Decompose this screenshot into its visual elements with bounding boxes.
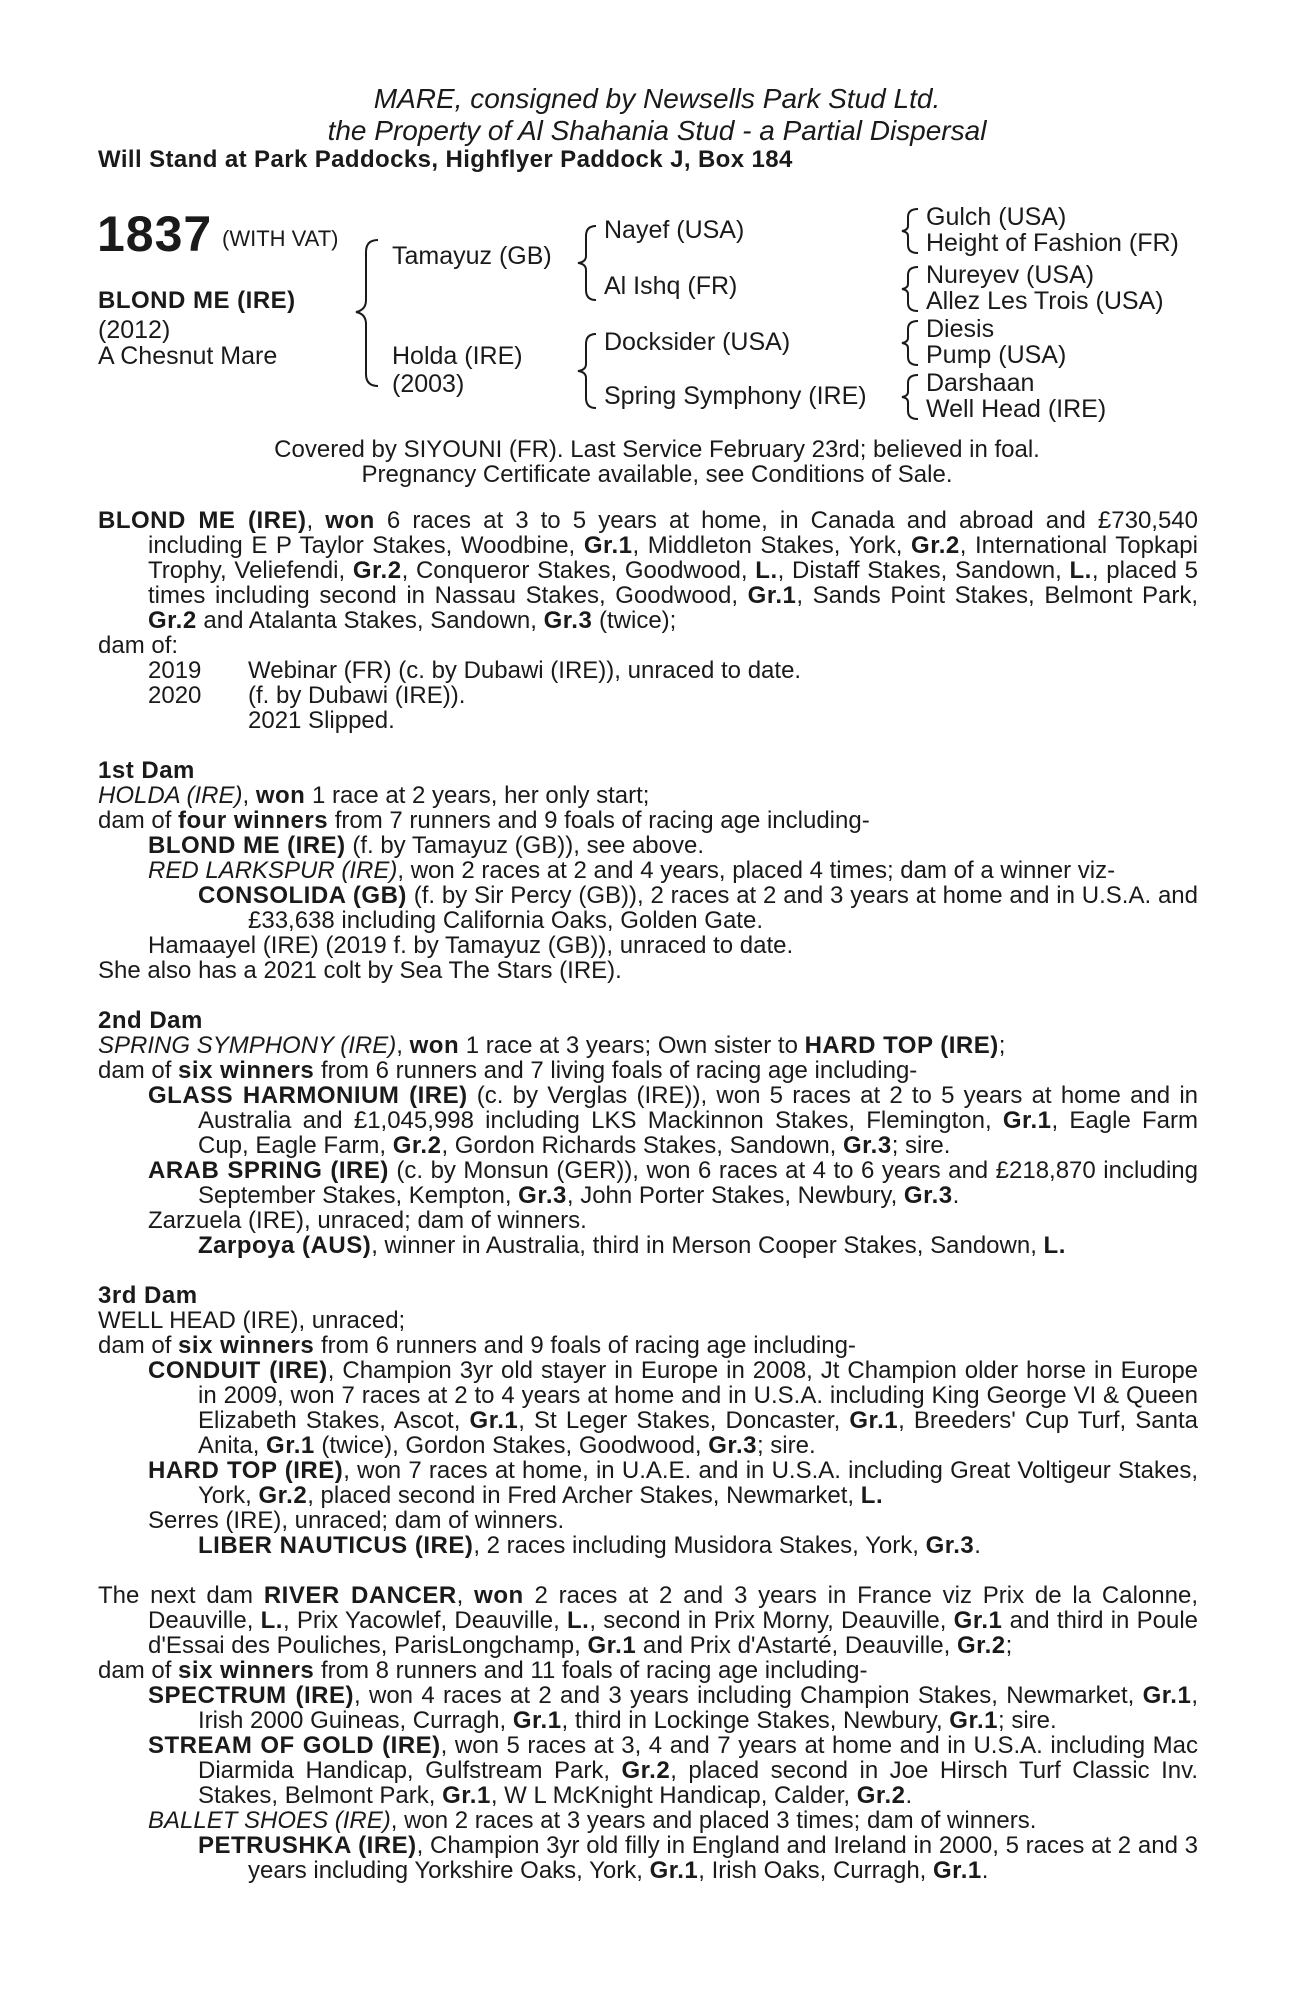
third-dam-line: WELL HEAD (IRE), unraced; bbox=[98, 1307, 406, 1334]
produce-row: 2021 Slipped. bbox=[248, 707, 395, 734]
bold-run: Gr.3 bbox=[925, 1532, 975, 1559]
pedigree-sire-dam: Al Ishq (FR) bbox=[604, 272, 738, 300]
dam-of-label: dam of: bbox=[98, 632, 179, 659]
produce-row: 2020 (f. by Dubawi (IRE)). bbox=[148, 682, 466, 709]
bold-run: Gr.3 bbox=[708, 1432, 757, 1459]
covered-line-2: Pregnancy Certificate available, see Conditions of Sale. bbox=[361, 461, 953, 488]
header-line-3: Will Stand at Park Paddocks, Highflyer Paddock J, Box 184 bbox=[98, 146, 793, 173]
bold-run: six winners bbox=[178, 1057, 315, 1084]
bold-run: Gr.1 bbox=[953, 1607, 1003, 1634]
pedigree-g7: Darshaan bbox=[926, 369, 1035, 397]
next-dam-line: SPECTRUM (IRE), won 4 races at 2 and 3 years including Champion Stakes, Newmarket, Gr.1, Irish 2000 Guineas, Curragh, Gr.1, third in Lockinge Stakes, Newbury, Gr.1; sire. bbox=[148, 1682, 1198, 1734]
bold-run: Gr.1 bbox=[512, 1707, 562, 1734]
third-dam-line: HARD TOP (IRE), won 7 races at home, in U.A.E. and in U.S.A. including Great Voltigeur Stakes, York, Gr.2, placed second in Fred Archer Stakes, Newmarket, L. bbox=[148, 1457, 1199, 1509]
bold-run: Gr.1 bbox=[587, 1632, 637, 1659]
bold-run: Gr.2 bbox=[856, 1782, 906, 1809]
bold-run: won bbox=[409, 1032, 460, 1059]
bold-run: Gr.1 bbox=[933, 1857, 982, 1884]
bold-run: BLOND ME (IRE) bbox=[98, 507, 307, 534]
bold-run: BLOND ME (IRE) bbox=[148, 832, 346, 859]
bold-run: Gr.2 bbox=[392, 1132, 442, 1159]
pedigree-dam-sire: Docksider (USA) bbox=[604, 328, 791, 356]
bold-run: won bbox=[474, 1582, 524, 1609]
bold-run: six winners bbox=[178, 1332, 315, 1359]
catalogue-body bbox=[98, 508, 1198, 1883]
bold-run: L. bbox=[1043, 1232, 1066, 1259]
second-dam-line: dam of six winners from 6 runners and 7 living foals of racing age including- bbox=[98, 1057, 918, 1084]
third-dam-line: CONDUIT (IRE), Champion 3yr old stayer in Europe in 2008, Jt Champion older horse in Europe in 2009, won 7 races at 2 to 4 years at home and in U.S.A. including King George VI & Queen Elizabeth Stakes, Ascot, Gr.1, St Leger Stakes, Doncaster, Gr.1, Breeders' Cup Turf, Santa Anita, Gr.1 (twice), Gordon Stakes, Goodwood, Gr.3; sire. bbox=[148, 1357, 1199, 1459]
bold-run: PETRUSHKA (IRE) bbox=[198, 1832, 417, 1859]
next-dam-line: PETRUSHKA (IRE), Champion 3yr old filly in England and Ireland in 2000, 5 races at 2 and 3 years including Yorkshire Oaks, York, Gr.1, Irish Oaks, Curragh, Gr.1. bbox=[198, 1832, 1198, 1884]
bold-run: Gr.1 bbox=[1142, 1682, 1192, 1709]
bold-run: Gr.1 bbox=[583, 532, 633, 559]
second-dam-line: Zarzuela (IRE), unraced; dam of winners. bbox=[148, 1207, 587, 1234]
bold-run: Gr.1 bbox=[849, 1407, 899, 1434]
bold-run: Gr.2 bbox=[956, 1632, 1006, 1659]
produce-list bbox=[98, 658, 1198, 733]
first-dam-line: Hamaayel (IRE) (2019 f. by Tamayuz (GB)), unraced to date. bbox=[148, 932, 794, 959]
second-dam-line: SPRING SYMPHONY (IRE), won 1 race at 3 years; Own sister to HARD TOP (IRE); bbox=[98, 1032, 1006, 1059]
bold-run: Gr.1 bbox=[1002, 1107, 1052, 1134]
second-dam-line: Zarpoya (AUS), winner in Australia, third in Merson Cooper Stakes, Sandown, L. bbox=[198, 1232, 1066, 1259]
header-line-2: the Property of Al Shahania Stud - a Partial Dispersal bbox=[327, 115, 987, 146]
horse-description: A Chesnut Mare bbox=[98, 342, 278, 370]
pedigree-g1: Gulch (USA) bbox=[926, 203, 1067, 231]
horse-year: (2012) bbox=[98, 316, 171, 344]
first-dam-line: dam of four winners from 7 runners and 9 foals of racing age including- bbox=[98, 807, 870, 834]
next-dam-line: BALLET SHOES (IRE), won 2 races at 3 years and placed 3 times; dam of winners. bbox=[148, 1807, 1037, 1834]
pedigree-braces bbox=[0, 0, 1314, 420]
bold-run: six winners bbox=[178, 1657, 315, 1684]
bold-run: Gr.2 bbox=[352, 557, 402, 584]
second-dam-title: 2nd Dam bbox=[98, 1007, 203, 1034]
first-dam-line: She also has a 2021 colt by Sea The Stars (IRE). bbox=[98, 957, 622, 984]
bold-run: Gr.3 bbox=[903, 1182, 953, 1209]
bold-run: Gr.1 bbox=[949, 1707, 998, 1734]
italic-run: SPRING SYMPHONY (IRE) bbox=[98, 1032, 397, 1059]
bold-run: Gr.1 bbox=[442, 1782, 491, 1809]
pedigree-dam: Holda (IRE) bbox=[392, 342, 523, 370]
bold-run: CONSOLIDA (GB) bbox=[198, 882, 407, 909]
bold-run: ARAB SPRING (IRE) bbox=[148, 1157, 389, 1184]
header-line-1: MARE, consigned by Newsells Park Stud Ltd. bbox=[373, 83, 941, 114]
bold-run: won bbox=[255, 782, 306, 809]
bold-run: L. bbox=[260, 1607, 283, 1634]
pedigree-sire: Tamayuz (GB) bbox=[392, 242, 552, 270]
pedigree-sire-sire: Nayef (USA) bbox=[604, 216, 745, 244]
pedigree-g3: Nureyev (USA) bbox=[926, 261, 1095, 289]
bold-run: HARD TOP (IRE) bbox=[804, 1032, 999, 1059]
third-dam-line: dam of six winners from 6 runners and 9 foals of racing age including- bbox=[98, 1332, 856, 1359]
first-dam-line: BLOND ME (IRE) (f. by Tamayuz (GB)), see above. bbox=[148, 832, 705, 859]
bold-run: Gr.1 bbox=[747, 582, 797, 609]
bold-run: SPECTRUM (IRE) bbox=[148, 1682, 354, 1709]
second-dam-line: GLASS HARMONIUM (IRE) (c. by Verglas (IRE)), won 5 races at 2 to 5 years at home and in Australia and £1,045,998 including LKS Mackinnon Stakes, Flemington, Gr.1, Eagle Farm Cup, Eagle Farm, Gr.2, Gordon Richards Stakes, Sandown, Gr.3; sire. bbox=[148, 1082, 1199, 1159]
bold-run: Gr.1 bbox=[469, 1407, 519, 1434]
third-dam-line: Serres (IRE), unraced; dam of winners. bbox=[148, 1507, 565, 1534]
lot-number: 1837 bbox=[97, 206, 213, 262]
bold-run: Gr.2 bbox=[911, 532, 960, 559]
pedigree-g5: Diesis bbox=[926, 315, 995, 343]
bold-run: won bbox=[325, 507, 375, 534]
horse-name: BLOND ME (IRE) bbox=[98, 287, 296, 314]
pedigree-g6: Pump (USA) bbox=[926, 341, 1067, 369]
bold-run: Gr.1 bbox=[266, 1432, 315, 1459]
italic-run: HOLDA (IRE) bbox=[98, 782, 243, 809]
bold-run: Gr.2 bbox=[148, 607, 197, 634]
second-dam-line: ARAB SPRING (IRE) (c. by Monsun (GER)), won 6 races at 4 to 6 years and £218,870 including September Stakes, Kempton, Gr.3, John Porter Stakes, Newbury, Gr.3. bbox=[148, 1157, 1199, 1209]
next-dam-line: dam of six winners from 8 runners and 11 foals of racing age including- bbox=[98, 1657, 868, 1684]
produce-row: 2019 Webinar (FR) (c. by Dubawi (IRE)), unraced to date. bbox=[148, 657, 802, 684]
italic-run: BALLET SHOES (IRE) bbox=[148, 1807, 391, 1834]
lot-vat: (WITH VAT) bbox=[222, 226, 339, 251]
third-dam-line: LIBER NAUTICUS (IRE), 2 races including Musidora Stakes, York, Gr.3. bbox=[198, 1532, 981, 1559]
bold-run: L. bbox=[1069, 557, 1092, 584]
first-dam-line: RED LARKSPUR (IRE), won 2 races at 2 and 4 years, placed 4 times; dam of a winner viz- bbox=[148, 857, 1116, 884]
bold-run: Gr.3 bbox=[543, 607, 593, 634]
next-dam-line: The next dam RIVER DANCER, won 2 races at 2 and 3 years in France viz Prix de la Calonne, Deauville, L., Prix Yacowlef, Deauville, L., second in Prix Morny, Deauville, Gr.1 and third in Poule d'Essai des Pouliches, ParisLongchamp, Gr.1 and Prix d'Astarté, Deauville, Gr.2; bbox=[98, 1582, 1199, 1659]
first-dam-line: HOLDA (IRE), won 1 race at 2 years, her only start; bbox=[98, 782, 650, 809]
first-dam-title: 1st Dam bbox=[98, 757, 195, 784]
bold-run: L. bbox=[755, 557, 778, 584]
bold-run: L. bbox=[567, 1607, 590, 1634]
first-dam-line: CONSOLIDA (GB) (f. by Sir Percy (GB)), 2 races at 2 and 3 years at home and in U.S.A. and £33,638 including California Oaks, Golden Gate. bbox=[198, 882, 1199, 934]
bold-run: HARD TOP (IRE) bbox=[148, 1457, 344, 1484]
bold-run: Gr.2 bbox=[258, 1482, 308, 1509]
covered-line-1: Covered by SIYOUNI (FR). Last Service February 23rd; believed in foal. bbox=[274, 436, 1040, 463]
third-dam-title: 3rd Dam bbox=[98, 1282, 198, 1309]
italic-run: RED LARKSPUR (IRE) bbox=[148, 857, 398, 884]
bold-run: Gr.3 bbox=[843, 1132, 892, 1159]
bold-run: GLASS HARMONIUM (IRE) bbox=[148, 1082, 468, 1109]
next-dam-line: STREAM OF GOLD (IRE), won 5 races at 3, 4 and 7 years at home and in U.S.A. including Mac Diarmida Handicap, Gulfstream Park, Gr.2, placed second in Joe Hirsch Turf Classic Inv. Stakes, Belmont Park, Gr.1, W L McKnight Handicap, Calder, Gr.2. bbox=[148, 1732, 1199, 1809]
intro-paragraph: BLOND ME (IRE), won 6 races at 3 to 5 years at home, in Canada and abroad and £730,540 including E P Taylor Stakes, Woodbine, Gr.1, Middleton Stakes, York, Gr.2, International Topkapi Trophy, Veliefendi, Gr.2, Conqueror Stakes, Goodwood, L., Distaff Stakes, Sandown, L., placed 5 times including second in Nassau Stakes, Goodwood, Gr.1, Sands Point Stakes, Belmont Park, Gr.2 and Atalanta Stakes, Sandown, Gr.3 (twice); bbox=[98, 507, 1199, 634]
pedigree-dam-year: (2003) bbox=[392, 370, 465, 398]
bold-run: Gr.2 bbox=[621, 1757, 671, 1784]
bold-run: Gr.1 bbox=[649, 1857, 699, 1884]
bold-run: CONDUIT (IRE) bbox=[148, 1357, 328, 1384]
bold-run: four winners bbox=[178, 807, 329, 834]
bold-run: STREAM OF GOLD (IRE) bbox=[148, 1732, 441, 1759]
bold-run: Zarpoya (AUS) bbox=[198, 1232, 372, 1259]
bold-run: L. bbox=[860, 1482, 884, 1509]
pedigree-g2: Height of Fashion (FR) bbox=[926, 229, 1179, 257]
pedigree-dam-dam: Spring Symphony (IRE) bbox=[604, 382, 867, 410]
bold-run: Gr.3 bbox=[518, 1182, 567, 1209]
pedigree-g4: Allez Les Trois (USA) bbox=[926, 287, 1164, 315]
pedigree-g8: Well Head (IRE) bbox=[926, 395, 1107, 423]
bold-run: RIVER DANCER bbox=[263, 1582, 457, 1609]
bold-run: LIBER NAUTICUS (IRE) bbox=[198, 1532, 474, 1559]
